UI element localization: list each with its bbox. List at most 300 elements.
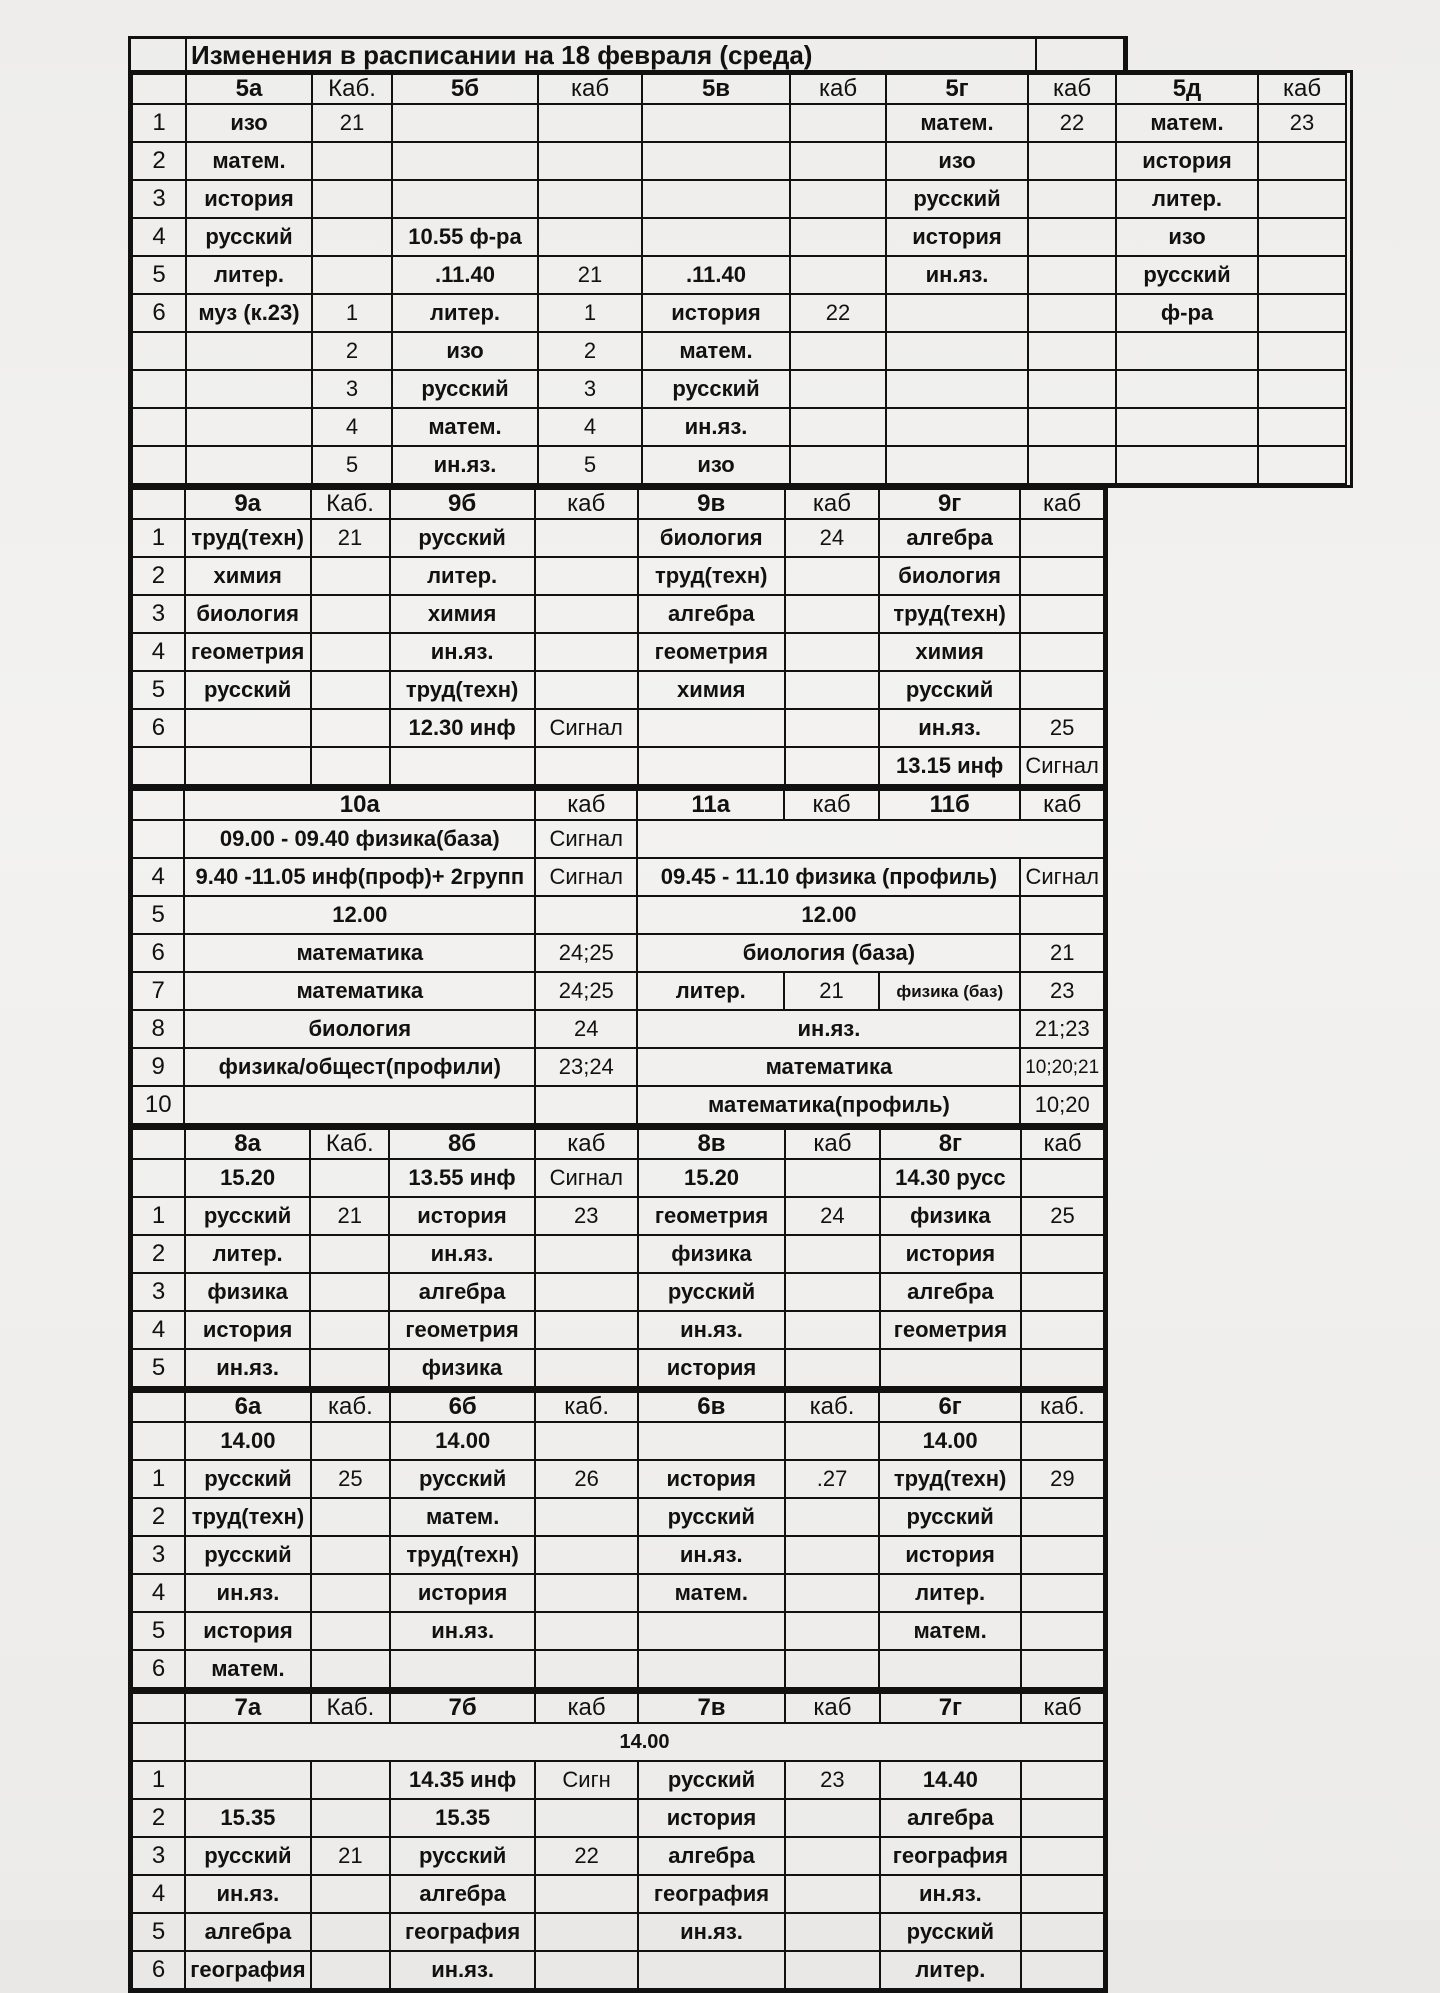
lesson-cell: русский	[392, 370, 538, 408]
room-cell: 10;20	[1020, 1086, 1104, 1124]
class-header: 9г	[879, 489, 1020, 519]
lesson-cell: 14.00	[879, 1422, 1020, 1460]
grade7-time-row	[132, 1723, 1104, 1761]
room-cell	[785, 1159, 880, 1197]
room-cell	[535, 1311, 638, 1349]
room-cell: 21	[784, 972, 879, 1010]
lesson-cell: геометрия	[185, 633, 311, 671]
room-cell	[1028, 370, 1116, 408]
lesson-cell: физика	[185, 1273, 310, 1311]
room-cell	[1020, 671, 1104, 709]
room-cell: 21	[311, 1837, 390, 1875]
lesson-cell	[184, 1086, 535, 1124]
room-cell: Сигнал	[535, 1159, 638, 1197]
room-cell: 4	[538, 408, 642, 446]
room-cell	[1258, 446, 1346, 484]
lesson-cell: ин.яз.	[390, 633, 535, 671]
lesson-cell: 12.00	[184, 896, 535, 934]
lesson-cell: алгебра	[390, 1875, 535, 1913]
grade8-table	[128, 1125, 1108, 1391]
room-cell: 23	[1258, 104, 1346, 142]
room-cell	[538, 180, 642, 218]
room-cell	[535, 1235, 638, 1273]
title-right-cell	[1037, 39, 1125, 73]
room-cell	[1020, 557, 1104, 595]
lesson-number	[132, 332, 186, 370]
class-header: 6в	[638, 1392, 785, 1422]
room-cell: Сигнал	[1020, 747, 1104, 785]
room-cell	[1028, 256, 1116, 294]
room-header: каб	[785, 1693, 880, 1723]
lesson-number: 5	[132, 896, 184, 934]
class-header: 9б	[390, 489, 535, 519]
lesson-cell	[886, 294, 1028, 332]
room-header: каб.	[311, 1392, 390, 1422]
header-cell	[132, 74, 186, 104]
room-cell	[1258, 256, 1346, 294]
room-cell: 21	[310, 1197, 389, 1235]
lesson-number	[132, 1723, 185, 1761]
room-cell: 21;23	[1020, 1010, 1104, 1048]
grade10-11-row	[132, 896, 1104, 934]
lesson-cell: труд(техн)	[879, 1460, 1020, 1498]
lesson-cell: русский	[1116, 256, 1258, 294]
room-header: Каб.	[311, 489, 390, 519]
lesson-cell: изо	[392, 332, 538, 370]
room-cell	[1258, 294, 1346, 332]
room-header: каб	[1021, 1693, 1104, 1723]
lesson-cell: русский	[638, 1761, 785, 1799]
room-cell: Сигнал	[535, 820, 637, 858]
room-cell	[790, 104, 886, 142]
room-cell: 23	[785, 1761, 880, 1799]
room-cell	[785, 1273, 880, 1311]
table-row	[132, 633, 1104, 671]
lesson-cell: физика/общест(профили)	[184, 1048, 535, 1086]
lesson-cell: 12.30 инф	[390, 709, 535, 747]
lesson-number: 4	[132, 1574, 185, 1612]
room-cell	[1258, 408, 1346, 446]
lesson-cell: биология	[638, 519, 785, 557]
room-cell	[790, 180, 886, 218]
room-cell	[1021, 1235, 1104, 1273]
lesson-cell: ин.яз.	[886, 256, 1028, 294]
lesson-cell	[185, 709, 311, 747]
room-header: каб	[538, 74, 642, 104]
room-cell	[790, 370, 886, 408]
room-cell	[535, 1349, 638, 1387]
lesson-number: 6	[132, 1650, 185, 1688]
room-cell	[311, 595, 390, 633]
room-cell	[312, 180, 392, 218]
room-cell	[311, 1498, 390, 1536]
lesson-cell: русский	[185, 671, 311, 709]
room-cell: 24;25	[535, 972, 637, 1010]
grade8-header	[132, 1129, 1104, 1159]
room-cell	[535, 557, 638, 595]
room-cell	[785, 1913, 880, 1951]
room-header: каб	[790, 74, 886, 104]
lesson-cell: 14.30 русс	[880, 1159, 1021, 1197]
room-cell: 2	[312, 332, 392, 370]
lesson-cell: ин.яз.	[185, 1349, 310, 1387]
table-row	[132, 1761, 1104, 1799]
lesson-cell: русский	[880, 1913, 1021, 1951]
lesson-number: 6	[132, 1951, 185, 1989]
grade7-header	[132, 1693, 1104, 1723]
room-cell	[1028, 446, 1116, 484]
room-cell	[538, 104, 642, 142]
room-cell	[785, 671, 879, 709]
lesson-cell: история	[879, 1536, 1020, 1574]
room-cell	[310, 1311, 389, 1349]
table-row	[132, 1837, 1104, 1875]
room-cell	[790, 142, 886, 180]
table-row	[132, 370, 1346, 408]
lesson-number: 5	[132, 671, 185, 709]
lesson-cell: труд(техн)	[638, 557, 785, 595]
lesson-number: 3	[132, 1536, 185, 1574]
room-cell	[310, 1349, 389, 1387]
lesson-cell	[642, 142, 790, 180]
table-row	[132, 332, 1346, 370]
lesson-number	[132, 747, 185, 785]
grade9-header	[132, 489, 1104, 519]
lesson-number	[132, 1422, 185, 1460]
lesson-number: 1	[132, 1761, 185, 1799]
lesson-cell: муз (к.23)	[186, 294, 312, 332]
room-cell	[311, 1650, 390, 1688]
room-cell	[1028, 408, 1116, 446]
room-cell	[535, 633, 638, 671]
class-header: 9в	[638, 489, 785, 519]
class-11b-header: 11б	[879, 790, 1020, 820]
lesson-cell: 10.55 ф-ра	[392, 218, 538, 256]
room-cell: 25	[1020, 709, 1104, 747]
room-cell	[535, 1422, 638, 1460]
lesson-cell: ин.яз.	[879, 709, 1020, 747]
lesson-cell: матем.	[886, 104, 1028, 142]
lesson-cell	[186, 332, 312, 370]
room-cell	[1021, 1159, 1104, 1197]
room-cell	[535, 1498, 638, 1536]
table-row	[132, 709, 1104, 747]
lesson-number	[132, 370, 186, 408]
room-cell: 25	[311, 1460, 390, 1498]
table-row	[132, 1235, 1104, 1273]
room-cell: 21	[538, 256, 642, 294]
lesson-cell	[880, 1349, 1021, 1387]
room-cell	[785, 709, 879, 747]
lesson-number	[132, 446, 186, 484]
room-header: каб	[535, 1693, 638, 1723]
lesson-cell: матем.	[185, 1650, 311, 1688]
title-row	[128, 36, 1128, 73]
room-cell	[311, 557, 390, 595]
room-cell: 5	[538, 446, 642, 484]
table-row	[132, 142, 1346, 180]
table-row	[132, 671, 1104, 709]
room-cell	[311, 709, 390, 747]
lesson-number: 2	[132, 142, 186, 180]
lesson-cell	[1116, 446, 1258, 484]
class-header: 8а	[185, 1129, 310, 1159]
room-cell	[310, 1159, 389, 1197]
grade10-11-row	[132, 934, 1104, 972]
room-cell	[535, 1612, 638, 1650]
grade10-11-header	[132, 790, 1104, 820]
room-cell	[785, 1498, 880, 1536]
lesson-cell	[642, 180, 790, 218]
room-header: каб	[784, 790, 879, 820]
class-header: 6б	[390, 1392, 535, 1422]
lesson-cell: труд(техн)	[390, 671, 535, 709]
room-cell	[311, 1951, 390, 1989]
grade10-11-row	[132, 1086, 1104, 1124]
room-cell	[1020, 896, 1104, 934]
lesson-cell	[642, 104, 790, 142]
lesson-cell: литер.	[880, 1951, 1021, 1989]
class-header: 9а	[185, 489, 311, 519]
room-cell	[1020, 633, 1104, 671]
lesson-cell: русский	[886, 180, 1028, 218]
lesson-cell: алгебра	[880, 1273, 1021, 1311]
lesson-number: 9	[132, 1048, 184, 1086]
grade5-header	[132, 74, 1346, 104]
table-row	[132, 595, 1104, 633]
room-cell: 23;24	[535, 1048, 637, 1086]
table-row	[132, 747, 1104, 785]
table-row	[132, 557, 1104, 595]
lesson-cell: история	[880, 1235, 1021, 1273]
lesson-cell	[642, 218, 790, 256]
room-cell	[785, 747, 879, 785]
grade9-table	[128, 485, 1108, 789]
room-cell	[1021, 1761, 1104, 1799]
room-cell	[535, 671, 638, 709]
lesson-cell: 15.20	[185, 1159, 310, 1197]
lesson-cell	[392, 142, 538, 180]
room-cell	[535, 1536, 638, 1574]
lesson-cell: русский	[390, 519, 535, 557]
room-header: каб	[785, 489, 879, 519]
room-cell	[790, 446, 886, 484]
lesson-cell: .11.40	[392, 256, 538, 294]
room-cell	[311, 1422, 390, 1460]
room-cell: 3	[538, 370, 642, 408]
room-cell: 21	[311, 519, 390, 557]
lesson-number	[132, 1159, 185, 1197]
room-cell	[1028, 218, 1116, 256]
lesson-cell: русский	[185, 1460, 311, 1498]
lesson-cell: история	[642, 294, 790, 332]
lesson-cell: ин.яз.	[638, 1311, 785, 1349]
room-cell: 29	[1021, 1460, 1104, 1498]
room-cell	[535, 1875, 638, 1913]
lesson-cell: 13.15 инф	[879, 747, 1020, 785]
table-row	[132, 1612, 1104, 1650]
room-cell	[785, 1349, 880, 1387]
lesson-cell: алгебра	[638, 595, 785, 633]
lesson-number: 6	[132, 934, 184, 972]
room-cell	[1028, 142, 1116, 180]
lesson-number: 5	[132, 1349, 185, 1387]
table-row	[132, 294, 1346, 332]
table-row	[132, 1273, 1104, 1311]
lesson-number: 1	[132, 1460, 185, 1498]
table-row	[132, 446, 1346, 484]
lesson-cell: русский	[185, 1837, 311, 1875]
room-cell	[311, 633, 390, 671]
room-cell: 21	[312, 104, 392, 142]
lesson-cell: литер.	[185, 1235, 310, 1273]
room-cell	[1258, 180, 1346, 218]
lesson-cell: ин.яз.	[390, 1951, 535, 1989]
room-header: каб	[535, 790, 637, 820]
lesson-cell: русский	[185, 1536, 311, 1574]
lesson-cell: 09.45 - 11.10 физика (профиль)	[637, 858, 1020, 896]
lesson-number: 4	[132, 218, 186, 256]
lesson-number	[132, 408, 186, 446]
room-cell	[790, 408, 886, 446]
room-cell: .27	[785, 1460, 880, 1498]
table-row	[132, 1951, 1104, 1989]
lesson-number: 3	[132, 595, 185, 633]
room-cell	[1021, 1311, 1104, 1349]
lesson-cell: русский	[879, 671, 1020, 709]
header-cell	[132, 1693, 185, 1723]
lesson-cell	[392, 180, 538, 218]
room-cell	[535, 1951, 638, 1989]
lesson-cell: 12.00	[637, 896, 1020, 934]
lesson-cell: биология	[184, 1010, 535, 1048]
lesson-number: 3	[132, 1273, 185, 1311]
room-cell	[1021, 1951, 1104, 1989]
lesson-cell: химия	[390, 595, 535, 633]
class-11a-header: 11а	[637, 790, 784, 820]
table-row	[132, 519, 1104, 557]
room-cell	[311, 1574, 390, 1612]
room-cell	[785, 595, 879, 633]
room-cell	[1258, 332, 1346, 370]
lesson-cell: литер.	[637, 972, 784, 1010]
lesson-cell	[886, 332, 1028, 370]
lesson-cell: ин.яз.	[389, 1235, 534, 1273]
grade5-table	[128, 70, 1353, 488]
room-cell: Сигнал	[1020, 858, 1104, 896]
lesson-cell: матем.	[879, 1612, 1020, 1650]
room-cell	[785, 1650, 880, 1688]
lesson-cell	[1116, 332, 1258, 370]
lesson-cell: ин.яз.	[637, 1010, 1020, 1048]
lesson-cell: русский	[879, 1498, 1020, 1536]
room-cell	[1021, 1422, 1104, 1460]
grade8-time-row	[132, 1159, 1104, 1197]
lesson-number: 7	[132, 972, 184, 1010]
room-cell: 22	[1028, 104, 1116, 142]
lesson-cell: 15.35	[390, 1799, 535, 1837]
room-header: каб.	[1021, 1392, 1104, 1422]
room-cell	[535, 1799, 638, 1837]
table-row	[132, 408, 1346, 446]
room-cell	[1021, 1612, 1104, 1650]
grade6-table	[128, 1388, 1108, 1692]
room-cell	[790, 332, 886, 370]
room-cell	[1021, 1574, 1104, 1612]
lesson-cell: география	[638, 1875, 785, 1913]
class-header: 7в	[638, 1693, 785, 1723]
lesson-number: 3	[132, 180, 186, 218]
room-header: каб	[1028, 74, 1116, 104]
room-cell	[1021, 1799, 1104, 1837]
lesson-cell	[185, 747, 311, 785]
lesson-number: 3	[132, 1837, 185, 1875]
lesson-number: 4	[132, 633, 185, 671]
room-cell	[312, 218, 392, 256]
lesson-cell: алгебра	[880, 1799, 1021, 1837]
lesson-number: 5	[132, 256, 186, 294]
room-cell	[535, 896, 637, 934]
lesson-cell: изо	[642, 446, 790, 484]
room-cell	[538, 218, 642, 256]
lesson-cell: физика	[880, 1197, 1021, 1235]
room-cell: 3	[312, 370, 392, 408]
room-cell	[535, 1913, 638, 1951]
class-header: 6г	[879, 1392, 1020, 1422]
lesson-cell	[886, 446, 1028, 484]
room-cell	[312, 142, 392, 180]
lesson-number: 6	[132, 709, 185, 747]
lesson-cell	[638, 1951, 785, 1989]
lesson-cell	[390, 747, 535, 785]
grade10-11-table	[128, 786, 1108, 1128]
lesson-cell: география	[880, 1837, 1021, 1875]
room-cell	[1028, 294, 1116, 332]
lesson-cell: матем.	[186, 142, 312, 180]
lesson-cell: химия	[638, 671, 785, 709]
grade6-time-row	[132, 1422, 1104, 1460]
room-header: каб	[785, 1129, 880, 1159]
table-row	[132, 1574, 1104, 1612]
room-cell: 24	[785, 1197, 880, 1235]
lesson-cell	[886, 408, 1028, 446]
lesson-cell: геометрия	[389, 1311, 534, 1349]
header-cell	[132, 1129, 185, 1159]
table-row	[132, 104, 1346, 142]
room-cell	[535, 1574, 638, 1612]
lesson-cell	[185, 1761, 311, 1799]
class-header: 6а	[185, 1392, 311, 1422]
table-row	[132, 1349, 1104, 1387]
room-cell	[785, 1837, 880, 1875]
grade6-header	[132, 1392, 1104, 1422]
room-cell: 24	[535, 1010, 637, 1048]
room-cell	[1258, 218, 1346, 256]
room-cell: Сигн	[535, 1761, 638, 1799]
lesson-cell	[638, 709, 785, 747]
lesson-cell	[390, 1650, 535, 1688]
lesson-cell: матем.	[392, 408, 538, 446]
room-cell	[790, 256, 886, 294]
lesson-cell	[886, 370, 1028, 408]
lesson-number	[132, 820, 184, 858]
room-cell: 25	[1021, 1197, 1104, 1235]
room-cell: 22	[790, 294, 886, 332]
room-header: каб.	[785, 1392, 880, 1422]
table-row	[132, 1498, 1104, 1536]
room-cell	[311, 671, 390, 709]
room-header: Каб.	[311, 1693, 390, 1723]
